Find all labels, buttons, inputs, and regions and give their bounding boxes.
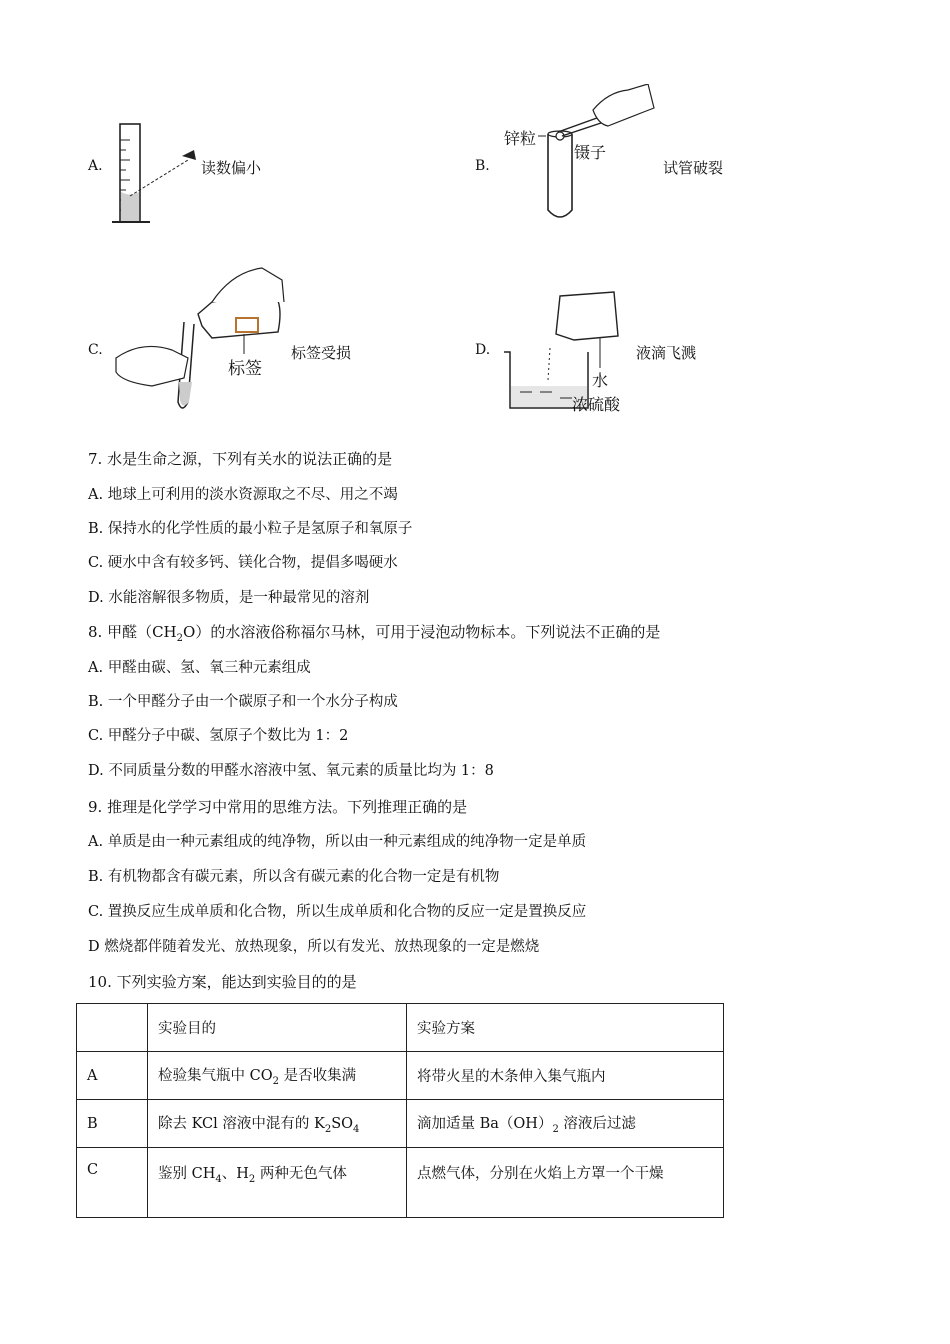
q9-option-c: C. 置换反应生成单质和化合物，所以生成单质和化合物的反应一定是置换反应 [88,904,587,920]
figure-b-letter: B. [475,158,490,174]
sulfuric-acid-label: 浓硫酸 [572,395,621,414]
row-a-purpose: 检验集气瓶中 $CO_2$ 是否收集满 [148,1052,407,1100]
row-a-key: A [77,1052,148,1100]
figure-c-caption: 标签受损 [291,344,352,362]
q8-option-a: A. 甲醛由碳、氢、氧三种元素组成 [88,660,311,676]
q8-option-d: D. 不同质量分数的甲醛水溶液中氢、氧元素的质量比均为 1：8 [88,763,494,779]
q8-option-c: C. 甲醛分子中碳、氢原子个数比为 1：2 [88,728,349,744]
row-b-purpose: 除去 KCl 溶液中混有的 $K_2SO_4$ [148,1100,407,1148]
figure-b-caption: 试管破裂 [663,159,724,177]
q8-option-b: B. 一个甲醛分子由一个碳原子和一个水分子构成 [88,694,398,710]
header-key [77,1004,148,1052]
test-tube-tweezers-figure [498,84,668,224]
q7-option-c: C. 硬水中含有较多钙、镁化合物，提倡多喝硬水 [88,555,398,571]
row-b-key: B [77,1100,148,1148]
pouring-liquid-figure [112,262,292,420]
row-c-key: C [77,1148,148,1218]
row-c-purpose: 鉴别 $CH_4$、$H_2$ 两种无色气体 [148,1148,407,1218]
water-label: 水 [592,371,609,390]
q9-stem: 9. 推理是化学学习中常用的思维方法。下列推理正确的是 [88,798,468,816]
q10-stem: 10. 下列实验方案，能达到实验目的的是 [88,973,357,991]
figure-a-letter: A. [88,158,103,174]
graduated-cylinder-figure [108,120,208,230]
experiment-table [76,1003,724,1218]
table-row [77,1052,724,1100]
q8-stem: 8. 甲醛$(CH_2O)$的水溶液俗称福尔马林，可用于浸泡动物标本。下列说法不正确的是 [88,623,661,644]
label-tag-label: 标签 [228,359,262,379]
table-row [77,1100,724,1148]
dilution-beaker-figure [500,290,640,420]
q7-option-a: A. 地球上可利用的淡水资源取之不尽、用之不竭 [88,487,398,503]
row-a-plan: 将带火星的木条伸入集气瓶内 [407,1052,724,1100]
tweezers-label: 镊子 [574,143,607,162]
figure-d-caption: 液滴飞溅 [636,344,697,362]
table-row [77,1148,724,1218]
q7-stem: 7. 水是生命之源，下列有关水的说法正确的是 [88,450,393,468]
q7-option-b: B. 保持水的化学性质的最小粒子是氢原子和氧原子 [88,521,413,537]
figure-d-letter: D. [475,342,491,358]
q7-option-d: D. 水能溶解很多物质，是一种最常见的溶剂 [88,590,370,606]
figure-c-letter: C. [88,342,103,358]
header-plan: 实验方案 [407,1004,724,1052]
zinc-label: 锌粒 [504,129,537,148]
q9-option-b: B. 有机物都含有碳元素，所以含有碳元素的化合物一定是有机物 [88,869,500,885]
q9-option-a: A. 单质是由一种元素组成的纯净物，所以由一种元素组成的纯净物一定是单质 [88,834,587,850]
row-c-plan: 点燃气体，分别在火焰上方罩一个干燥 [407,1148,724,1218]
row-b-plan: 滴加适量 $Ba(OH)_2$ 溶液后过滤 [407,1100,724,1148]
table-header-row [77,1004,724,1052]
q9-option-d: D 燃烧都伴随着发光、放热现象，所以有发光、放热现象的一定是燃烧 [88,939,540,955]
header-purpose: 实验目的 [148,1004,407,1052]
figure-a-caption: 读数偏小 [201,159,262,177]
